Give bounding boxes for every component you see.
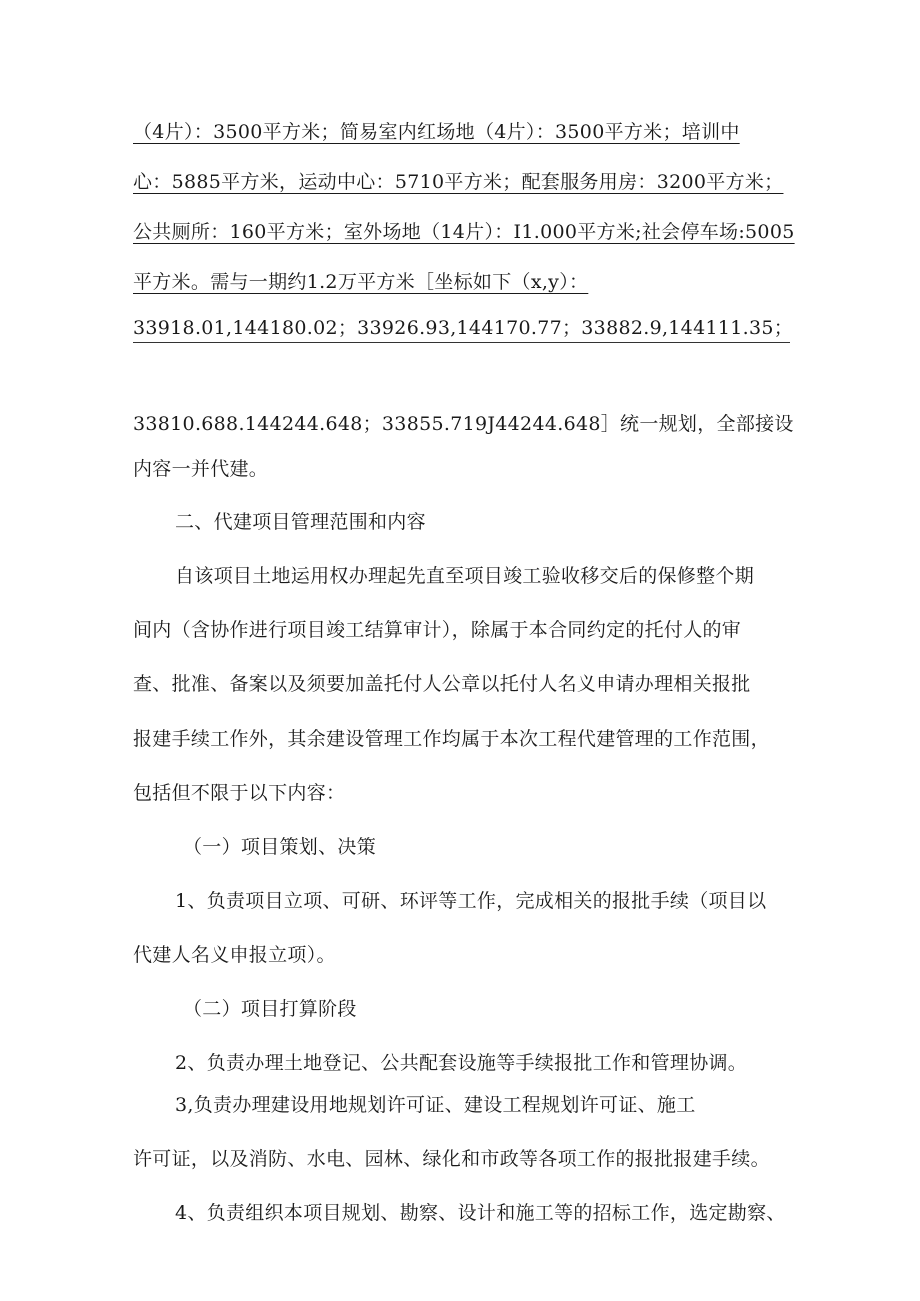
section-heading: 二、代建项目管理范围和内容 (175, 511, 426, 533)
item-2: 2、负责办理土地登记、公共配套设施等手续报批工作和管理协调。 (175, 1052, 748, 1074)
coordinate-continuation: 33810.688.144244.648；33855.719J44244.648］统一规划，全部接设 (133, 413, 794, 435)
item-3-line-1: 3,负责办理建设用地规划许可证、建设工程规划许可证、施工 (175, 1094, 696, 1116)
scope-paragraph-line-3: 查、批准、备案以及须要加盖托付人公章以托付人名义申请办理相关报批 (133, 673, 751, 695)
coordinate-continuation-end: 内容一并代建。 (133, 458, 269, 480)
area-line-1: （4片）：3500平方米；简易室内红场地（4片）：3500平方米；培训中 (133, 121, 740, 143)
subsection-heading-1: （一）项目策划、决策 (183, 836, 377, 858)
horizontal-rule (133, 342, 790, 343)
scope-paragraph-line-1: 自该项目土地运用权办理起先直至项目竣工验收移交后的保修整个期 (175, 565, 755, 587)
area-line-2: 心：5885平方米，运动中心：5710平方米；配套服务用房：3200平方米； (133, 171, 784, 193)
area-line-3: 公共厕所：160平方米；室外场地（14片）：I1.000平方米;社会停车场:5005 (133, 221, 795, 243)
area-line-4: 平方米。需与一期约1.2万平方米［坐标如下（x,y）： (133, 271, 589, 293)
item-3-line-2: 许可证，以及消防、水电、园林、绿化和市政等各项工作的报批报建手续。 (133, 1148, 770, 1170)
scope-paragraph-line-2: 间内（含协作进行项目竣工结算审计），除属于本合同约定的托付人的审 (133, 619, 742, 641)
item-1-line-1: 1、负责项目立项、可研、环评等工作，完成相关的报批手续（项目以 (175, 890, 767, 912)
item-4: 4、负责组织本项目规划、勘察、设计和施工等的招标工作，选定勘察、 (175, 1202, 786, 1224)
coordinate-line: 33918.01,144180.02；33926.93,144170.77；33882.9,144111.35； (133, 317, 794, 339)
item-1-line-2: 代建人名义申报立项）。 (133, 944, 336, 966)
scope-paragraph-line-4: 报建手续工作外，其余建设管理工作均属于本次工程代建管理的工作范围， (133, 728, 770, 750)
subsection-heading-2: （二）项目打算阶段 (183, 998, 357, 1020)
scope-paragraph-line-5: 包括但不限于以下内容： (133, 782, 346, 804)
